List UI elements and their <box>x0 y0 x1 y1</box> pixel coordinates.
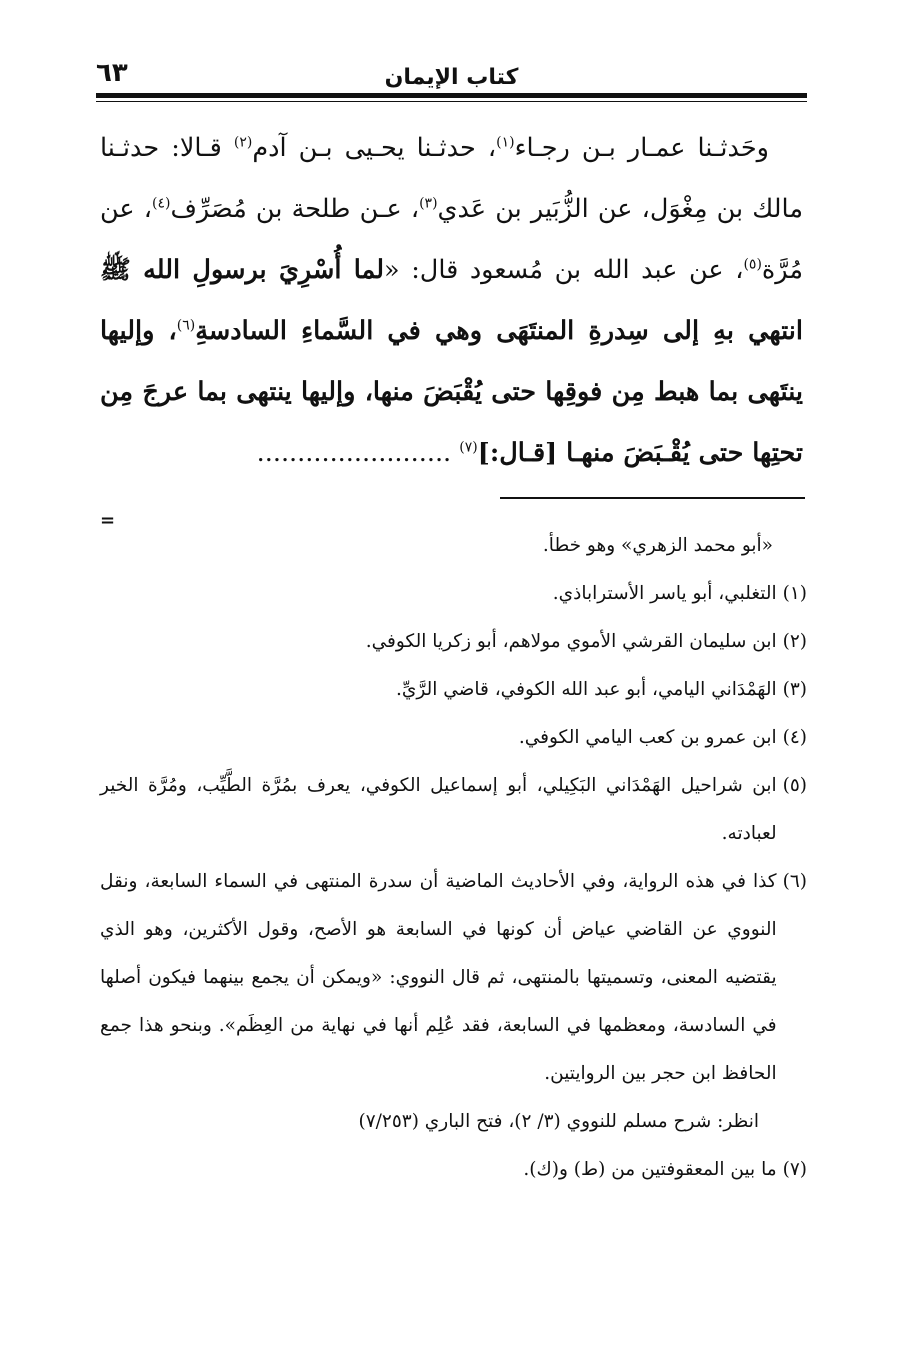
footnote-3 <box>100 666 807 714</box>
footnote-2 <box>100 618 807 666</box>
footnote-text: ما بين المعقوفتين من (ط) و(ك). <box>523 1159 777 1180</box>
footnote-number: (٣) <box>782 679 807 700</box>
footnote-ref-1: (١) <box>496 134 515 151</box>
isnad-text: ، عن مُرَّة <box>100 194 803 285</box>
isnad-text: ، حدثـنا يحـيى بـن آدم <box>252 133 497 163</box>
footnote-text: الهَمْدَاني اليامي، أبو عبد الله الكوفي، قاضي الرَّيِّ. <box>396 679 777 700</box>
footnote-ref-6: (٦) <box>176 317 196 334</box>
continuation-dots: ........................ <box>256 438 460 468</box>
footnote-text: ابن عمرو بن كعب اليامي الكوفي. <box>518 727 777 748</box>
footnote-4 <box>100 714 807 762</box>
running-title: كتاب الإيمان <box>384 65 519 90</box>
footnote-ref-4: (٤) <box>152 195 171 212</box>
footnote-ref-5: (٥) <box>743 256 762 273</box>
isnad-text: قـالا: حدثـنا مالك بن مِغْوَل، عن الزُّبَير بن عَدي <box>100 133 803 224</box>
footnote-ref-3: (٣) <box>419 195 438 212</box>
footnote-text: التغلبي، أبو ياسر الأستراباذي. <box>552 583 777 604</box>
matn-text: لما أُسْرِيَ برسولِ الله ﷺ انتهي بهِ إلى سِدرةِ المنتَهَى وهي في السَّماءِ السادسةِ <box>100 255 803 346</box>
footnote-number: (١) <box>782 583 807 604</box>
footnotes <box>100 522 807 1194</box>
page-number: ٦٣ <box>96 58 128 88</box>
footnote-number: (٧) <box>782 1159 807 1180</box>
isnad-text: ، عـن طلحة بن مُصَرِّف <box>170 194 420 224</box>
footnote-number: (٢) <box>782 631 807 652</box>
main-text <box>100 118 803 484</box>
footnote-6 <box>100 858 807 1098</box>
footnote-ref-2: (٢) <box>233 134 253 151</box>
footnote-number: (٦) <box>782 871 807 892</box>
footnote-text: ابن شراحيل الهَمْدَاني البَكِيلي، أبو إسماعيل الكوفي، يعرف بمُرَّة الطَّيِّب، ومُرَّة الخير لعبادته. <box>100 775 777 844</box>
footnote-text: كذا في هذه الرواية، وفي الأحاديث الماضية أن سدرة المنتهى في السماء السابعة، ونقل النووي عن القاضي عياض أن كونها في السابعة هو الأصح، وقول الأكثرين، وهو الذي يقتضيه المعنى، وتسميتها بالمنتهى، ثم قال النووي: «ويمكن أن يجمع بينهما فيكون أصلها في السادسة، ومعظمها في السابعة، فقد عُلِم أنها في نهاية من العِظَم». وبنحو هذا جمع الحافظ ابن حجر بين الروايتين. <box>100 871 777 1084</box>
page-header <box>96 50 807 90</box>
footnote-separator <box>500 497 805 499</box>
hadith-paragraph <box>100 118 803 484</box>
footnote-number: (٤) <box>782 727 807 748</box>
footnote-7 <box>100 1146 807 1194</box>
footnote-5 <box>100 762 807 858</box>
footnote-number: (٥) <box>782 775 807 796</box>
footnote-6-reference <box>100 1098 807 1146</box>
header-rule-thick <box>96 93 807 98</box>
isnad-text: ، عن عبد الله بن مُسعود قال: « <box>384 255 744 285</box>
matn-text: ، وإليها ينتَهى بما هبط مِن فوقِها حتى يُقْبَضَ منها، وإليها ينتهى بما عرجَ مِن تحتِها حتى يُقْـبَضَ منهـا [قـال:] <box>100 316 803 468</box>
continuation-mark: = <box>100 510 116 531</box>
footnote-text: ابن سليمان القرشي الأموي مولاهم، أبو زكريا الكوفي. <box>365 631 777 652</box>
footnote-continuation: «أبو محمد الزهري» وهو خطأ. <box>542 535 773 556</box>
header-rule-thin <box>96 101 807 102</box>
footnote-text: انظر: شرح مسلم للنووي (٣/ ٢)، فتح الباري (٧/٢٥٣) <box>358 1111 759 1132</box>
isnad-text: وحَدثـنا عمـار بـن رجـاء <box>514 133 769 163</box>
footnote-ref-7: (٧) <box>459 439 478 456</box>
footnote-1 <box>100 570 807 618</box>
